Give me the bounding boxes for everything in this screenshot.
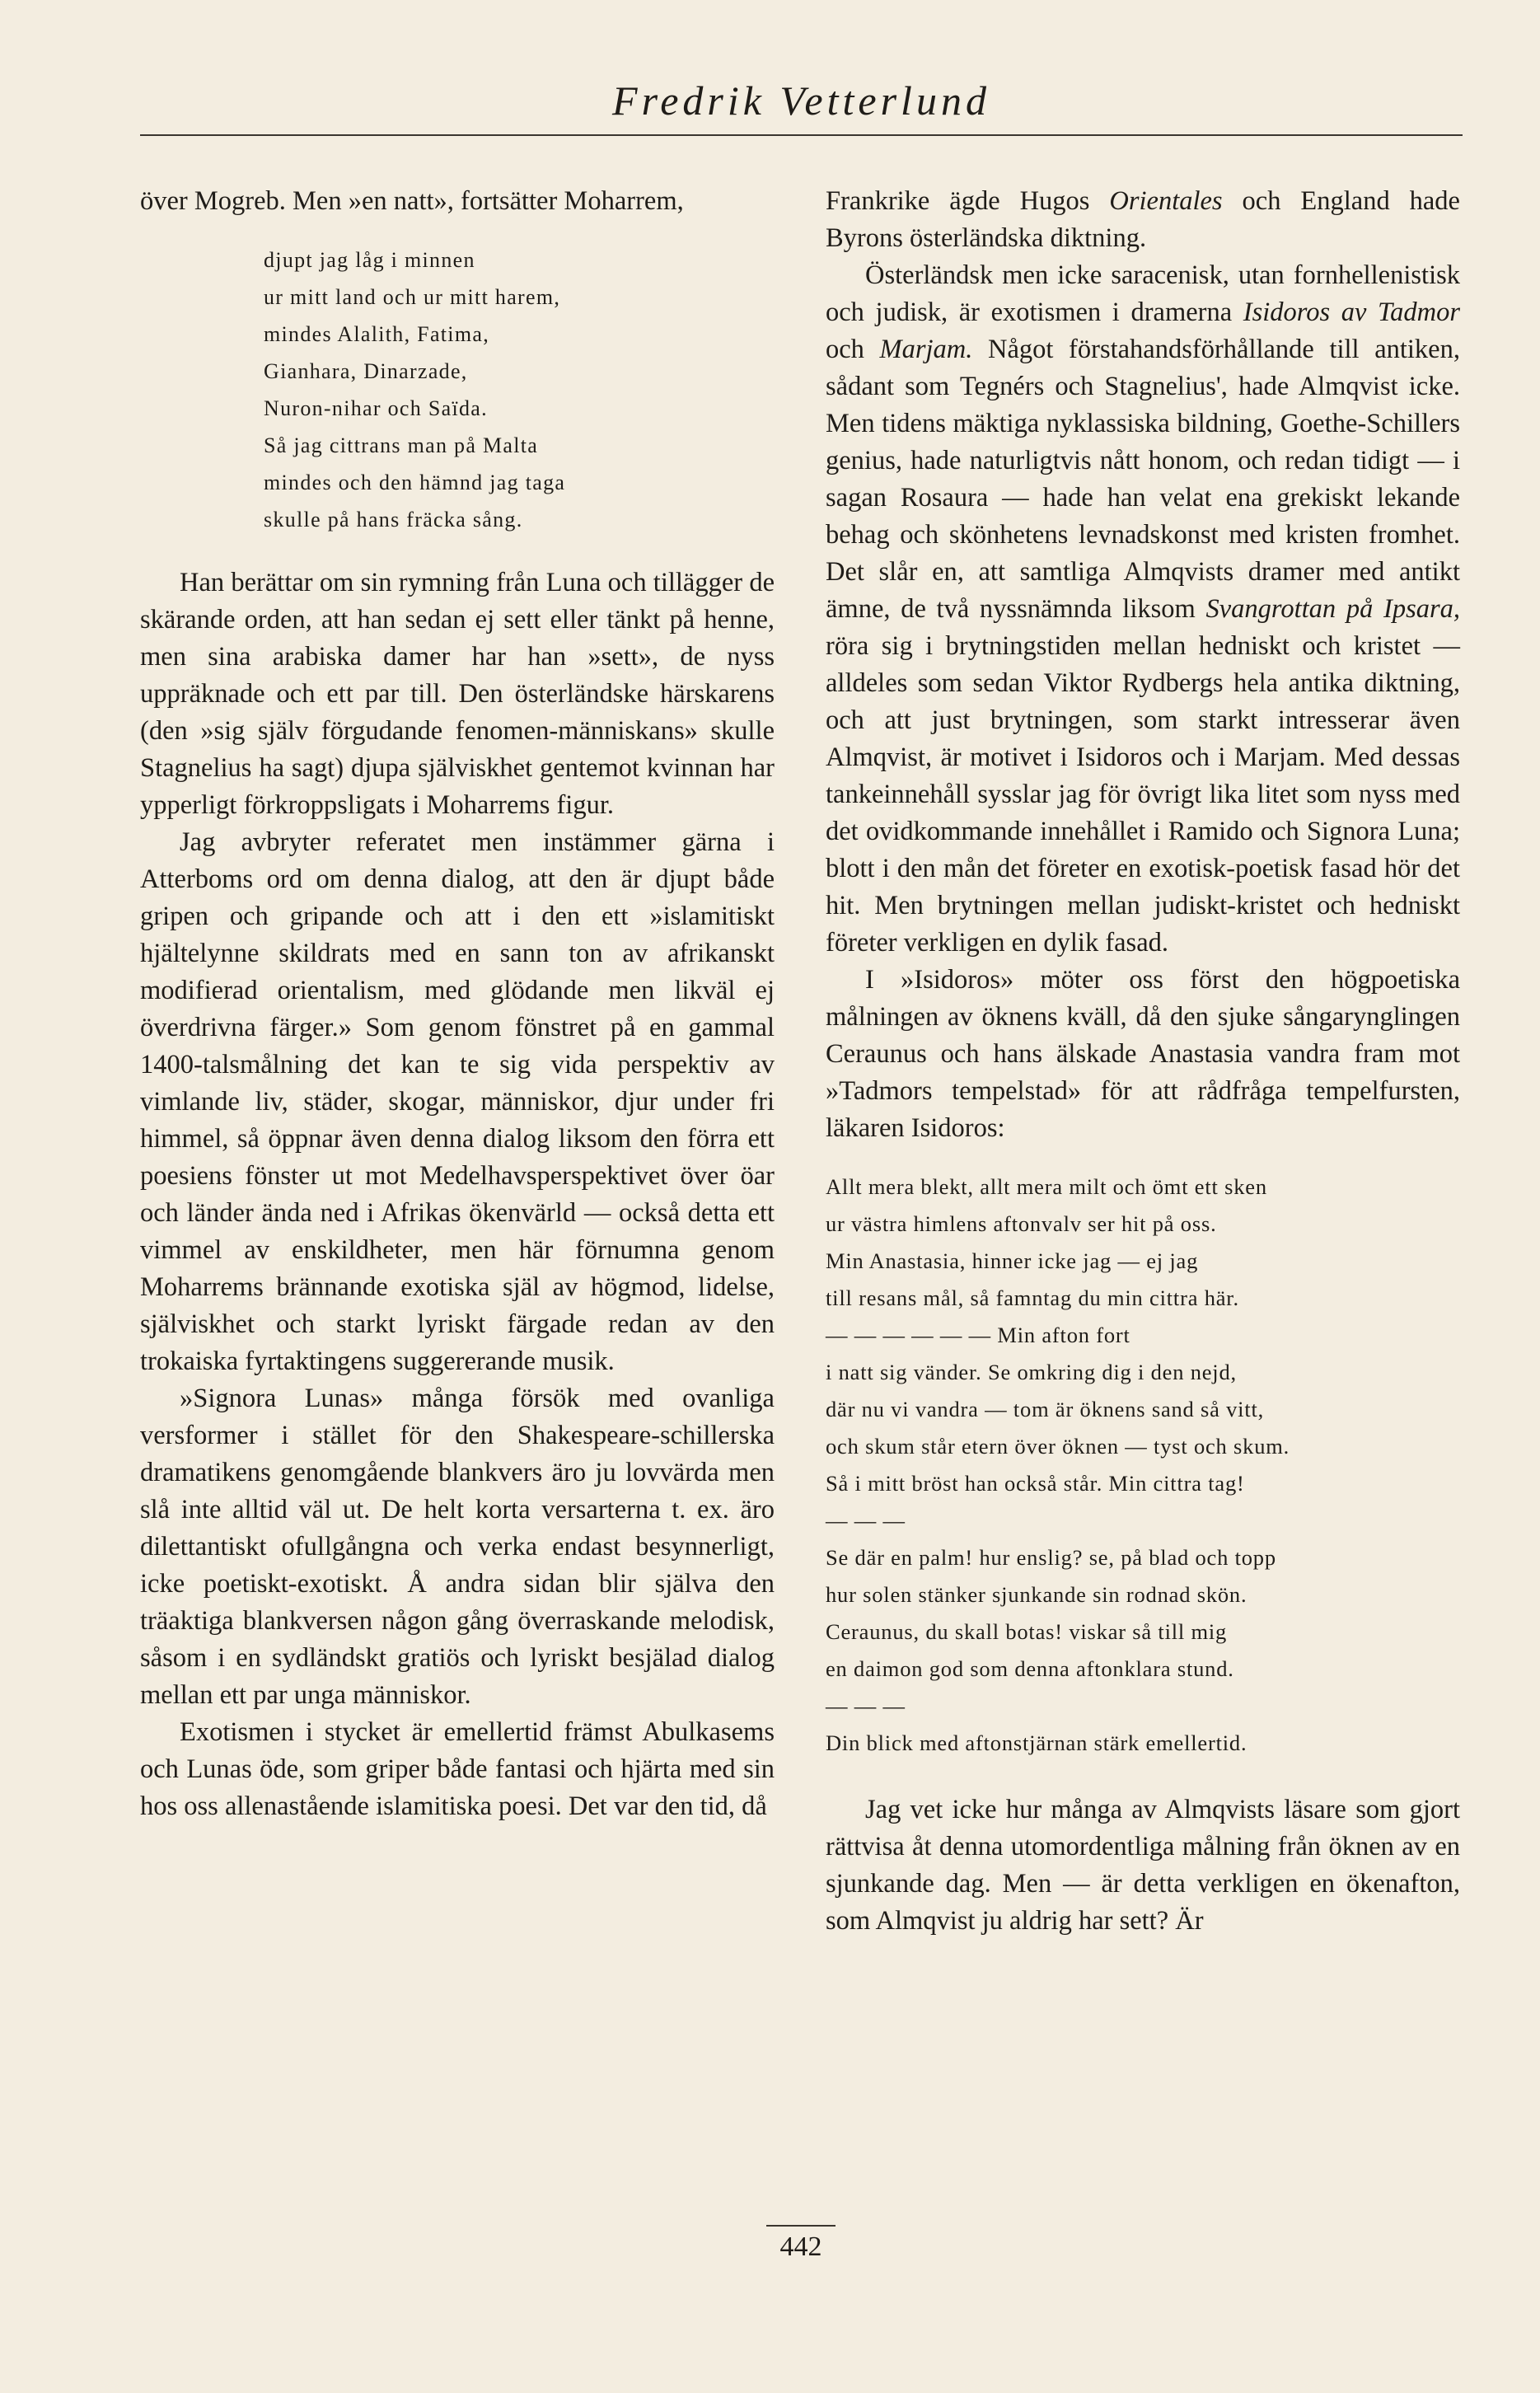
paragraph: Frankrike ägde Hugos Orientales och England hade Byrons österländska diktning. xyxy=(826,186,1460,253)
paragraph: I »Isidoros» möter oss först den högpoetiska målningen av öknens kväll, då den sjuke sångarynglingen Ceraunus och hans älskade Anastasia vandra fram mot »Tadmors tempelstad» för att rådfråga tempelfursten, läkaren Isidoros: xyxy=(826,965,1460,1143)
verse-line: hur solen stänker sjunkande sin rodnad skön. xyxy=(826,1582,1247,1607)
verse-line: Så i mitt bröst han också står. Min cittra tag! xyxy=(826,1471,1245,1496)
left-column xyxy=(140,183,775,1825)
verse-line: där nu vi vandra — tom är öknens sand så vitt, xyxy=(826,1397,1265,1421)
paragraph: över Mogreb. Men »en natt», fortsätter Moharrem, xyxy=(140,186,684,216)
verse-block xyxy=(264,241,775,538)
page-number: 442 xyxy=(779,2231,822,2262)
verse-line: Min Anastasia, hinner icke jag — ej jag xyxy=(826,1248,1199,1273)
paragraph: Jag vet icke hur många av Almqvists läsare som gjort rättvisa åt denna utomordentliga målning från öknen av en sjunkande dag. Men — är detta verkligen en ökenafton, som Almqvist ju aldrig har sett? Är xyxy=(826,1795,1460,1936)
paragraph: Exotismen i stycket är emellertid främst Abulkasems och Lunas öde, som griper både fantasi och hjärta med sin hos oss allenastående islamitiska poesi. Det var den tid, då xyxy=(140,1717,775,1821)
verse-line: Allt mera blekt, allt mera milt och ömt ett sken xyxy=(826,1174,1267,1199)
paragraph: »Signora Lunas» många försök med ovanliga versformer i stället för den Shakespeare-schillerska dramatikens genomgående blankvers äro ju lovvärda men slå inte alltid väl ut. De helt korta versarterna t. ex. äro dilettantiskt ofullgångna och verka endast besynnerligt, icke poetiskt-exotiskt. Å andra sidan blir själva den träaktiga blankversen någon gång överraskande melodisk, såsom i en sydländskt gratiös och lyriskt besjälad dialog mellan ett par unga människor. xyxy=(140,1384,775,1710)
italic-title: Svangrottan på Ipsara, xyxy=(1205,594,1461,624)
verse-separator: — — — xyxy=(826,1508,906,1533)
header-rule xyxy=(140,134,1463,136)
verse-block xyxy=(826,1168,1460,1762)
verse-line: Nuron-nihar och Saïda. xyxy=(264,396,488,420)
verse-line: Gianhara, Dinarzade, xyxy=(264,359,468,383)
right-column xyxy=(826,183,1460,1940)
paragraph: Jag avbryter referatet men instämmer gärna i Atterboms ord om denna dialog, att den är djupt både gripen och gripande och att i den ett »islamitiskt hjältelynne skildrats med en sann ton av afrikanskt modifierad orientalism, med glödande men likväl ej överdrivna färger.» Som genom fönstret på en gammal 1400-talsmålning det kan te sig vida perspektiv av vimlande liv, städer, skogar, människor, djur under fri himmel, så öppnar även denna dialog liksom den förra ett poesiens fönster ut mot Medelhavsperspektivet över öar och länder ända ned i Afrikas ökenvärld — också detta ett vimmel av enskildheter, men här förnumna genom Moharrems brännande exotiska själ av högmod, lidelse, själviskhet och starkt lyriskt färgade redan av den trokaiska fyrtaktingens suggererande musik. xyxy=(140,827,775,1376)
verse-separator: — — — xyxy=(826,1693,906,1718)
verse-line: en daimon god som denna aftonklara stund. xyxy=(826,1656,1234,1681)
verse-line: till resans mål, så famntag du min cittra här. xyxy=(826,1285,1239,1310)
running-header: Fredrik Vetterlund xyxy=(612,77,990,124)
verse-line: ur mitt land och ur mitt harem, xyxy=(264,285,561,309)
italic-title: Isidoros av Tadmor xyxy=(1243,297,1460,327)
paragraph: Han berättar om sin rymning från Luna och tillägger de skärande orden, att han sedan ej sett eller tänkt på henne, men sina arabiska damer har han »sett», de nyss uppräknade och ett par till. Den österländske härskarens (den »sig själv förgudande fenomen-människans» skulle Stagnelius ha sagt) djupa själviskhet gentemot kvinnan har ypperligt förkroppsligats i Moharrems figur. xyxy=(140,568,775,820)
verse-line: djupt jag låg i minnen xyxy=(264,248,475,272)
verse-line: — — — — — — Min afton fort xyxy=(826,1323,1130,1347)
italic-title: Marjam. xyxy=(879,335,973,364)
verse-line: i natt sig vänder. Se omkring dig i den nejd, xyxy=(826,1360,1237,1384)
verse-line: och skum står etern över öknen — tyst och skum. xyxy=(826,1434,1290,1459)
italic-title: Orientales xyxy=(1109,186,1223,216)
verse-line: Se där en palm! hur enslig? se, på blad och topp xyxy=(826,1545,1276,1570)
verse-line: Ceraunus, du skall botas! viskar så till mig xyxy=(826,1619,1228,1644)
verse-line: mindes och den hämnd jag taga xyxy=(264,471,566,494)
verse-line: mindes Alalith, Fatima, xyxy=(264,322,489,346)
verse-line: ur västra himlens aftonvalv ser hit på oss. xyxy=(826,1211,1217,1236)
paragraph: Österländsk men icke saracenisk, utan fornhellenistisk och judisk, är exotismen i dramerna Isidoros av Tadmor och Marjam. Något förstahandsförhållande till antiken, sådant som Tegnérs och Stagnelius', hade Almqvist icke. Men tidens mäktiga nyklassiska bildning, Goethe-Schillers genius, hade naturligtvis nått honom, och redan tidigt — i sagan Rosaura — hade han velat ena grekiskt lekande behag och skönhetens levnadskonst med kristen fromhet. Det slår en, att samtliga Almqvists dramer med antikt ämne, de två nyssnämnda liksom Svangrottan på Ipsara, röra sig i brytningstiden mellan hedniskt och kristet — alldeles som sedan Viktor Rydbergs hela antika diktning, och att just brytningen, som starkt intresserar även Almqvist, är motivet i Isidoros och i Marjam. Med dessas tankeinnehåll sysslar jag för övrigt lika litet som nyss med det ovidkommande innehållet i Ramido och Signora Luna; blott i den mån det företer en exotisk-poetisk fasad hör det hit. Men brytningen mellan judiskt-kristet och hedniskt företer verkligen en dylik fasad. xyxy=(826,260,1461,958)
verse-line: skulle på hans fräcka sång. xyxy=(264,508,523,532)
verse-line: Så jag cittrans man på Malta xyxy=(264,433,539,457)
verse-line: Din blick med aftonstjärnan stärk emellertid. xyxy=(826,1730,1247,1755)
